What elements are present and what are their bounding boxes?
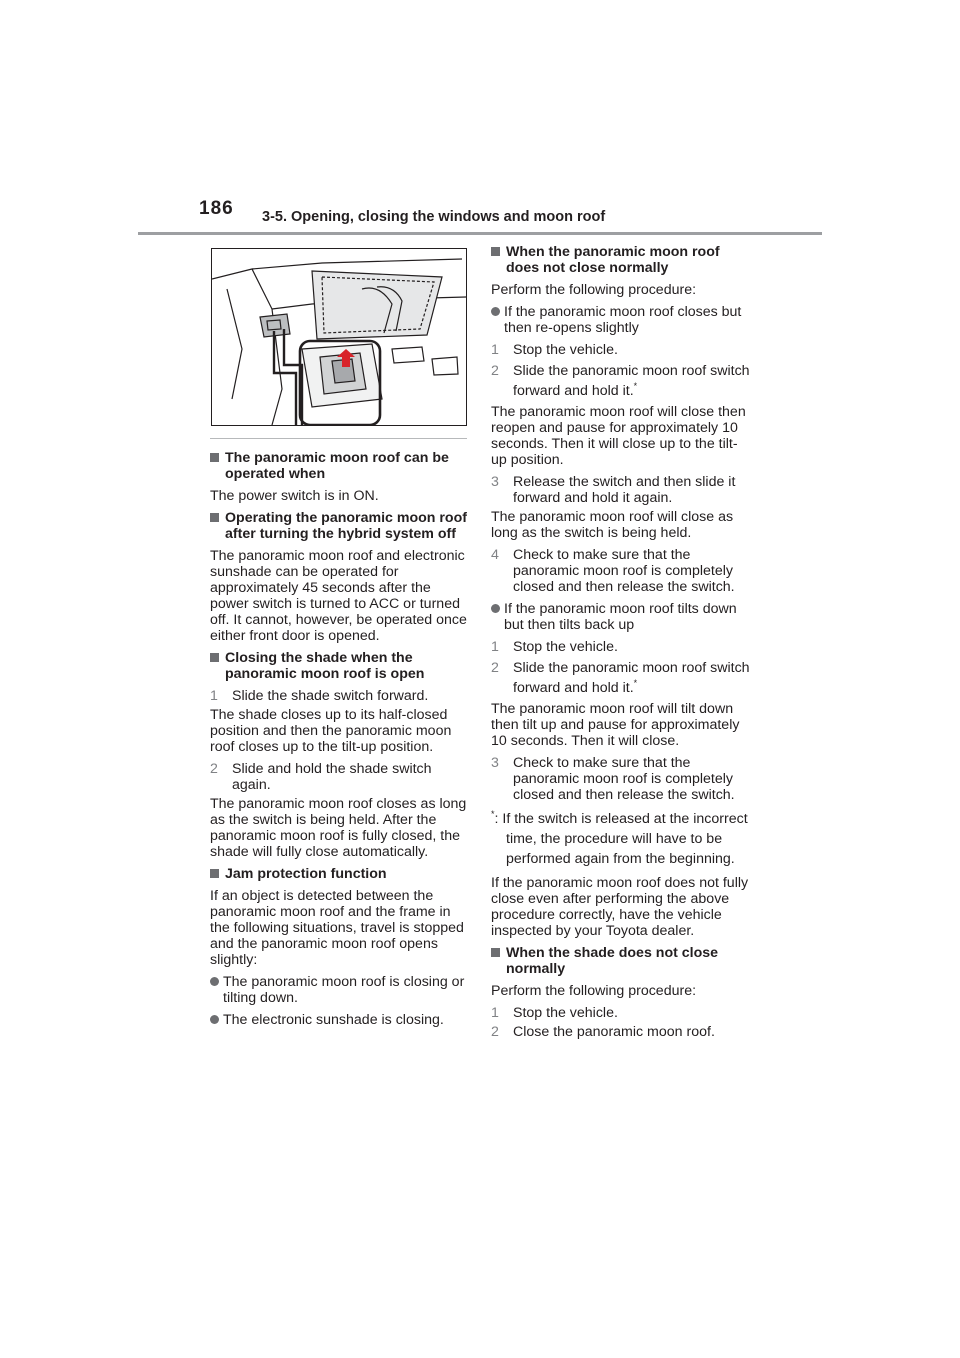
step: 1 Slide the shade switch forward. bbox=[210, 688, 429, 704]
bullet-icon bbox=[210, 1015, 219, 1024]
paragraph: Perform the following procedure: bbox=[491, 983, 697, 999]
step-number: 4 bbox=[491, 547, 499, 563]
step-number: 3 bbox=[491, 755, 499, 771]
step: 1 Stop the vehicle. bbox=[491, 1005, 618, 1021]
paragraph: If the panoramic moon roof does not fully close even after performing the above procedure correctly, have the vehicle inspected by your Toyota dealer. bbox=[491, 875, 749, 939]
step-number: 2 bbox=[491, 363, 499, 379]
step-number: 1 bbox=[491, 1005, 499, 1021]
paragraph: If an object is detected between the panoramic moon roof and the frame in the following situations, travel is stopped and the panoramic moon roof opens slightly: bbox=[210, 888, 464, 968]
bullet-icon bbox=[210, 977, 219, 986]
step: 4 Check to make sure that the panoramic moon roof is completely closed and then release the switch. bbox=[491, 547, 735, 595]
left-column bbox=[210, 244, 470, 1034]
square-icon bbox=[210, 453, 219, 462]
step: 2 Slide the panoramic moon roof switch forward and hold it.* bbox=[491, 660, 750, 696]
paragraph: The power switch is in ON. bbox=[210, 488, 379, 504]
paragraph: The panoramic moon roof will tilt down then tilt up and pause for approximately 10 seconds. Then it will close. bbox=[491, 701, 740, 749]
paragraph: Perform the following procedure: bbox=[491, 282, 697, 298]
step-number: 2 bbox=[491, 1024, 499, 1040]
heading-roof-not-close: When the panoramic moon roof does not close normally bbox=[491, 244, 751, 276]
right-column bbox=[491, 244, 751, 1043]
heading-closing-shade: Closing the shade when the panoramic moon roof is open bbox=[210, 650, 470, 682]
heading-jam-protection: Jam protection function bbox=[210, 866, 470, 882]
footnote-mark: * bbox=[633, 381, 638, 391]
bullet-item: If the panoramic moon roof closes but then re-opens slightly bbox=[491, 304, 751, 336]
step-number: 3 bbox=[491, 474, 499, 490]
bullet-icon bbox=[491, 604, 500, 613]
footnote: *: If the switch is released at the incorrect time, the procedure will have to be performed again from the beginning. bbox=[491, 809, 748, 867]
footnote-mark: * bbox=[633, 678, 638, 688]
paragraph: The panoramic moon roof closes as long as the switch is being held. After the panoramic moon roof is fully closed, the shade will fully close automatically. bbox=[210, 796, 467, 860]
section-title: 3-5. Opening, closing the windows and moon roof bbox=[262, 209, 606, 225]
step: 1 Stop the vehicle. bbox=[491, 342, 618, 358]
bullet-item: If the panoramic moon roof tilts down but then tilts back up bbox=[491, 601, 751, 633]
heading-operated-when: The panoramic moon roof can be operated when bbox=[210, 450, 470, 482]
moon-roof-illustration-drawing bbox=[212, 249, 466, 425]
square-icon bbox=[491, 948, 500, 957]
step-number: 2 bbox=[491, 660, 499, 676]
paragraph: The panoramic moon roof and electronic sunshade can be operated for approximately 45 seconds after the power switch is turned to ACC or turned off. It cannot, however, be operated once either front door is opened. bbox=[210, 548, 467, 644]
step: 3 Release the switch and then slide it forward and hold it again. bbox=[491, 474, 736, 506]
square-icon bbox=[210, 513, 219, 522]
bullet-item: The electronic sunshade is closing. bbox=[210, 1012, 470, 1028]
footnote-mark: * bbox=[491, 809, 495, 819]
square-icon bbox=[210, 869, 219, 878]
paragraph: The panoramic moon roof will close then reopen and pause for approximately 10 seconds. Then it will close up to the tilt-up position. bbox=[491, 404, 746, 468]
heading-after-system-off: Operating the panoramic moon roof after turning the hybrid system off bbox=[210, 510, 470, 542]
step: 2 Slide the panoramic moon roof switch forward and hold it.* bbox=[491, 363, 750, 399]
paragraph: The shade closes up to its half-closed position and then the panoramic moon roof closes up to the tilt-up position. bbox=[210, 707, 452, 755]
step: 3 Check to make sure that the panoramic moon roof is completely closed and then release the switch. bbox=[491, 755, 735, 803]
bullet-icon bbox=[491, 307, 500, 316]
page-number: 186 bbox=[199, 198, 234, 219]
paragraph: The panoramic moon roof will close as long as the switch is being held. bbox=[491, 509, 734, 541]
step-number: 1 bbox=[210, 688, 218, 704]
step: 2 Slide and hold the shade switch again. bbox=[210, 761, 432, 793]
bullet-item: The panoramic moon roof is closing or tilting down. bbox=[210, 974, 470, 1006]
square-icon bbox=[491, 247, 500, 256]
square-icon bbox=[210, 653, 219, 662]
step-number: 2 bbox=[210, 761, 218, 777]
moon-roof-illustration bbox=[211, 248, 467, 426]
header-rule bbox=[138, 232, 822, 235]
step: 1 Stop the vehicle. bbox=[491, 639, 618, 655]
step-number: 1 bbox=[491, 342, 499, 358]
step: 2 Close the panoramic moon roof. bbox=[491, 1024, 715, 1040]
heading-shade-not-close: When the shade does not close normally bbox=[491, 945, 751, 977]
figure-rule bbox=[210, 438, 467, 439]
step-number: 1 bbox=[491, 639, 499, 655]
